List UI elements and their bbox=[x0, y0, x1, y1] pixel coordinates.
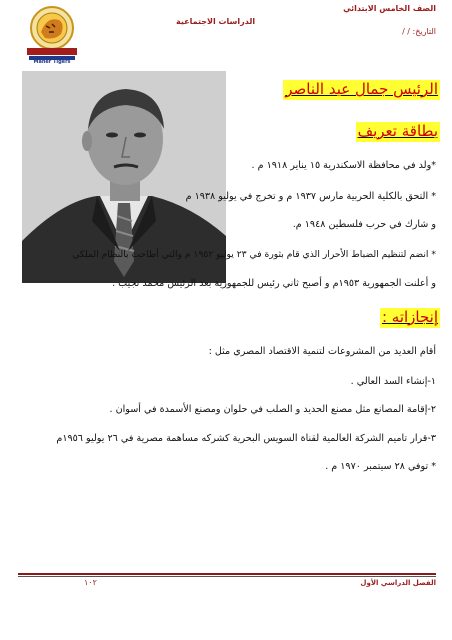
grade-label: الصف الخامس الابتدائي bbox=[343, 4, 436, 13]
achievement-line: ١-إنشاء السد العالي . bbox=[350, 376, 436, 387]
achievement-line: * توفي ٢٨ سيتمبر ١٩٧٠ م . bbox=[325, 461, 436, 472]
section-heading-achievements: إنجازاته : bbox=[381, 308, 438, 326]
achievement-line: ٢-إقامة المصانع مثل مصنع الحديد و الصلب في حلوان ومصنع الأسمدة في أسوان . bbox=[109, 404, 436, 415]
section-heading-bio: بطاقة تعريف bbox=[357, 122, 438, 140]
achievement-line: ٣-قرار تاميم الشركة العالمية لقناة السويس البحرية كشركه مساهمة مصرية في ٢٦ يوليو ١٩٥٦م bbox=[56, 433, 436, 444]
footer-divider bbox=[18, 573, 436, 575]
date-label: التاريخ: / / bbox=[402, 27, 436, 36]
bio-line: * التحق بالكلية الحربية مارس ١٩٣٧ م و تخرج في يوليو ١٩٣٨ م bbox=[185, 191, 436, 202]
bio-line: و شارك في حرب فلسطين ١٩٤٨ م. bbox=[292, 219, 436, 230]
footer-term: الفصل الدراسي الأول bbox=[360, 579, 436, 587]
page-title: الرئيس جمال عبد الناصر bbox=[285, 80, 438, 98]
bio-line: *ولد في محافظة الاسكندرية ١٥ يناير ١٩١٨ م . bbox=[251, 160, 436, 171]
bio-line: * انضم لتنظيم الضباط الأحرار الذي قام بثورة في ٢٣ يوليو ١٩٥٢ م والتي أطاحت بالنظام الملكي bbox=[72, 249, 436, 260]
subject-label: الدراسات الاجتماعية bbox=[176, 17, 256, 26]
logo-text: Maher Tigers bbox=[33, 59, 71, 65]
achievement-line: أقام العديد من المشروعات لتنمية الاقتصاد المصري مثل : bbox=[208, 346, 436, 357]
footer-divider-thin bbox=[18, 576, 436, 577]
bio-line: و أعلنت الجمهورية ١٩٥٣م و أصبح ثاني رئيس للجمهورية بعد الرئيس محمد نجيب . bbox=[112, 278, 436, 289]
school-logo bbox=[19, 4, 85, 68]
page-number: ١٠٢ bbox=[84, 578, 97, 587]
